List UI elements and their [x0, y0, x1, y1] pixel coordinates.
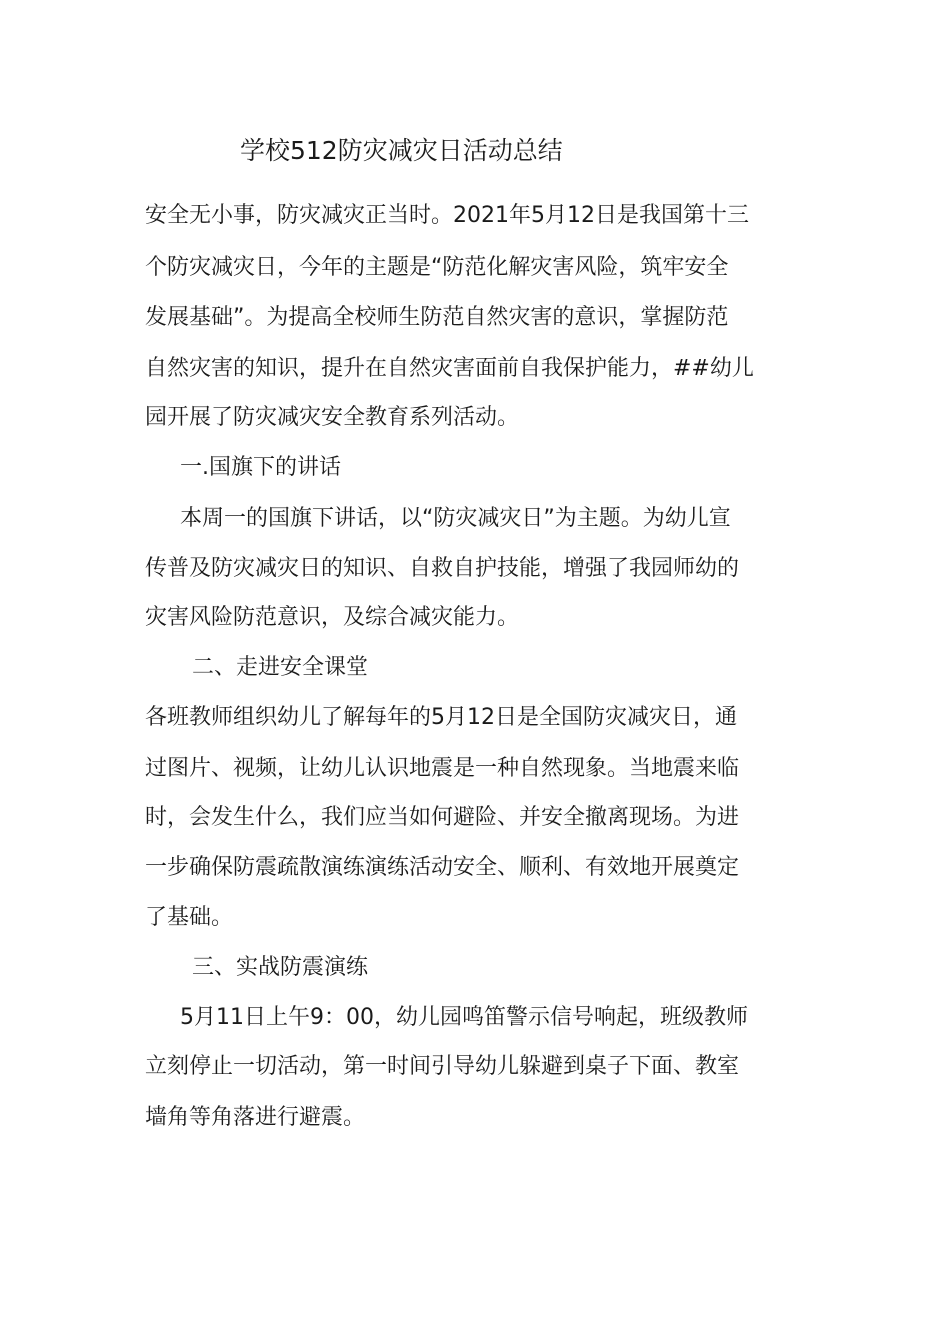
- intro-line: 自然灾害的知识，提升在自然灾害面前自我保护能力，##幼儿: [145, 356, 754, 381]
- section2-line: 过图片、视频，让幼儿认识地震是一种自然现象。当地震来临: [145, 756, 740, 781]
- section2-line: 时，会发生什么，我们应当如何避险、并安全撤离现场。为进: [145, 805, 740, 830]
- intro-line: 安全无小事，防灾减灾正当时。2021年5月12日是我国第十三: [145, 203, 749, 228]
- section2-line: 各班教师组织幼儿了解每年的5月12日是全国防灾减灾日，通: [145, 705, 737, 730]
- section-heading-1: 一.国旗下的讲话: [180, 455, 341, 480]
- section-heading-3: 三、实战防震演练: [192, 955, 369, 980]
- section3-line: 墙角等角落进行避震。: [145, 1105, 366, 1130]
- section3-line: 立刻停止一切活动，第一时间引导幼儿躲避到桌子下面、教室: [145, 1054, 740, 1079]
- intro-line: 园开展了防灾减灾安全教育系列活动。: [145, 405, 520, 430]
- document-title: 学校512防灾减灾日活动总结: [240, 136, 563, 165]
- section-heading-2: 二、走进安全课堂: [192, 655, 369, 680]
- section2-line: 了基础。: [145, 905, 234, 930]
- section3-line: 5月11日上午9：00，幼儿园鸣笛警示信号响起，班级教师: [180, 1005, 748, 1030]
- section1-line: 传普及防灾减灾日的知识、自救自护技能，增强了我园师幼的: [145, 556, 740, 581]
- section1-line: 本周一的国旗下讲话，以“防灾减灾日”为主题。为幼儿宣: [180, 506, 731, 531]
- intro-line: 个防灾减灾日，今年的主题是“防范化解灾害风险，筑牢安全: [145, 255, 729, 280]
- intro-line: 发展基础”。为提高全校师生防范自然灾害的意识，掌握防范: [145, 305, 729, 330]
- section2-line: 一步确保防震疏散演练演练活动安全、顺利、有效地开展奠定: [145, 855, 740, 880]
- section1-line: 灾害风险防范意识，及综合减灾能力。: [145, 605, 520, 630]
